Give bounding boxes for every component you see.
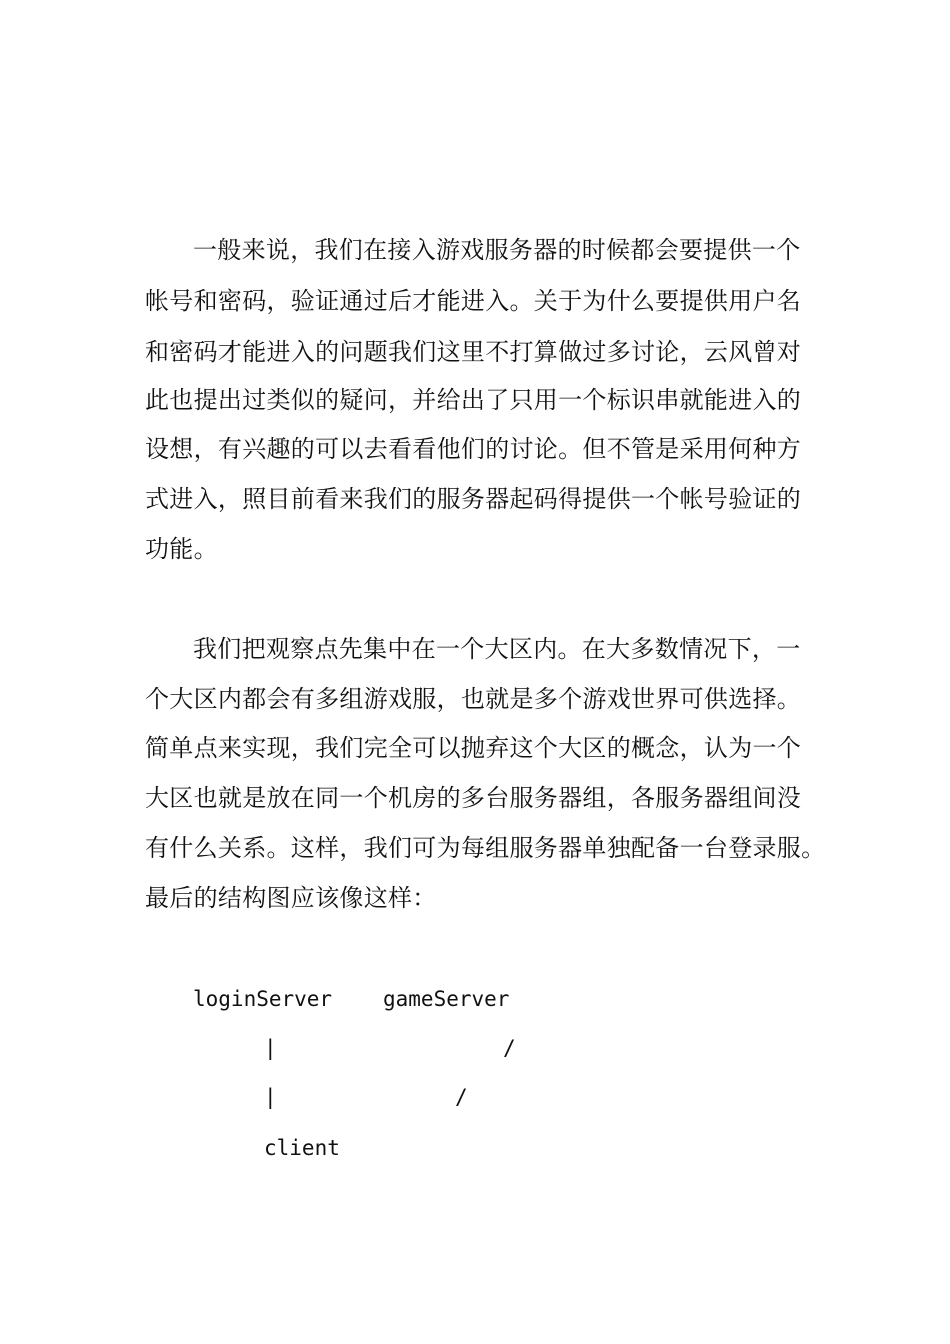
paragraph-2-line-3: 简单点来实现，我们完全可以抛弃这个大区的概念，认为一个 (145, 734, 802, 762)
paragraph-2-line-6: 最后的结构图应该像这样： (145, 884, 437, 912)
paragraph-1-line-7: 功能。 (145, 535, 218, 563)
paragraph-2-line-2: 个大区内都会有多组游戏服，也就是多个游戏世界可供选择。 (145, 685, 802, 713)
paragraph-2-line-4: 大区也就是放在同一个机房的多台服务器组，各服务器组间没 (145, 784, 802, 812)
paragraph-1-line-4: 此也提出过类似的疑问，并给出了只用一个标识串就能进入的 (145, 386, 802, 414)
paragraph-2-line-5: 有什么关系。这样，我们可为每组服务器单独配备一台登录服。 (145, 834, 826, 862)
paragraph-1-line-3: 和密码才能进入的问题我们这里不打算做过多讨论，云风曾对 (145, 338, 802, 366)
paragraph-2-line-1: 我们把观察点先集中在一个大区内。在大多数情况下，一 (193, 635, 801, 663)
diagram-connector-pipe-upper: | (264, 1036, 277, 1060)
diagram-connector-slash-lower: / (455, 1085, 468, 1109)
paragraph-1-line-5: 设想，有兴趣的可以去看看他们的讨论。但不管是采用何种方 (145, 435, 802, 463)
diagram-login-server-label: loginServer (193, 987, 333, 1011)
paragraph-1-line-1: 一般来说，我们在接入游戏服务器的时候都会要提供一个 (193, 236, 801, 264)
paragraph-1-line-2: 帐号和密码，验证通过后才能进入。关于为什么要提供用户名 (145, 287, 802, 315)
diagram-client-label: client (264, 1136, 340, 1160)
diagram-game-server-label: gameServer (383, 987, 510, 1011)
diagram-connector-slash-upper: / (503, 1036, 516, 1060)
diagram-connector-pipe-lower: | (264, 1085, 277, 1109)
paragraph-1-line-6: 式进入，照目前看来我们的服务器起码得提供一个帐号验证的 (145, 485, 802, 513)
